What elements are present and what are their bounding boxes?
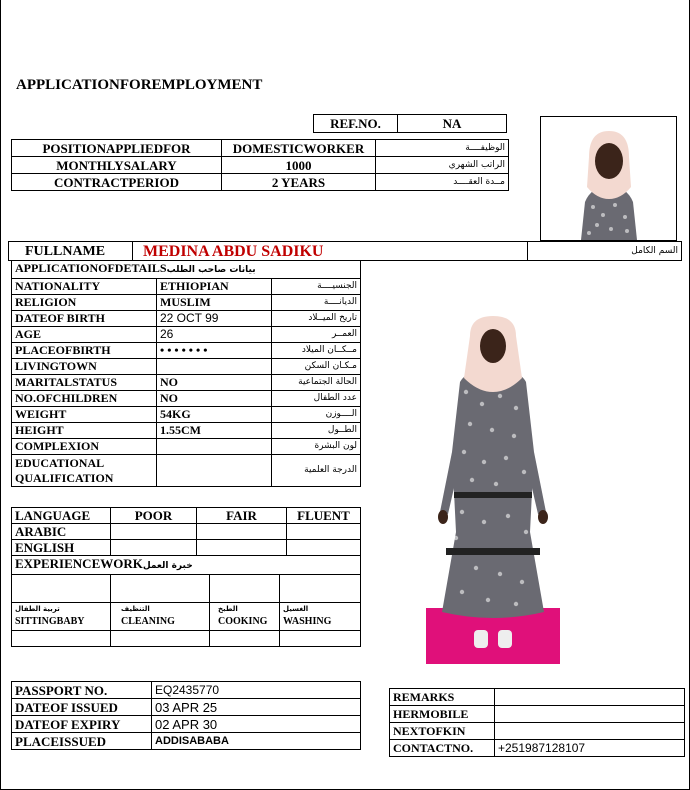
detail-value: MUSLIM [157,295,272,311]
remarks-row [390,740,685,757]
detail-row [12,391,361,407]
detail-value: 1.55CM [157,423,272,439]
remarks-label: HERMOBILE [390,706,495,723]
detail-row [12,423,361,439]
remarks-row [390,706,685,723]
remarks-label: REMARKS [390,689,495,706]
detail-label: HEIGHT [12,423,157,439]
detail-row [12,279,361,295]
language-cell [111,540,197,556]
job-value: 2 YEARS [222,174,376,191]
detail-value: NO [157,391,272,407]
passport-row [12,682,361,699]
passport-label: PLACEISSUED [12,733,152,750]
detail-label-ar: تاريخ الميــلاد [272,311,361,327]
skill-cell [210,603,280,631]
skill-cell [280,603,361,631]
job-label: CONTRACTPERIOD [12,174,222,191]
detail-value: ETHIOPIAN [157,279,272,295]
passport-row [12,699,361,716]
detail-value [157,359,272,375]
detail-row [12,375,361,391]
detail-label-ar: لون البشرة [272,439,361,455]
skill-value [210,631,280,647]
experience-cell [12,575,111,603]
language-row [12,524,361,540]
detail-label-ar: مـكـان السكن [272,359,361,375]
detail-row [12,359,361,375]
remarks-value: +251987128107 [495,740,685,757]
details-header-label: APPLICATIONOFDETAILS [15,261,167,275]
detail-label: NATIONALITY [12,279,157,295]
detail-label-ar: الجنسيــــة [272,279,361,295]
skill-label: CLEANING [121,615,175,627]
language-header-row [12,508,361,524]
detail-value: • • • • • • • [157,343,272,359]
language-header: FLUENT [287,508,361,524]
headshot-figure-icon [541,117,676,240]
job-label-ar: مــدة العقــــد [376,174,509,191]
job-row [12,157,509,174]
passport-value: 03 APR 25 [152,699,361,716]
language-name: ENGLISH [12,540,111,556]
detail-label-ar: الحالة الجتماعية [272,375,361,391]
skill-value [12,631,111,647]
detail-value: 22 OCT 99 [157,311,272,327]
language-header: LANGUAGE [12,508,111,524]
education-label-line2: QUALIFICATION [15,470,114,485]
fullname-value: MEDINA ABDU SADIKU [133,242,528,261]
detail-label-ar: الطــول [272,423,361,439]
experience-table [11,555,361,647]
ref-value: NA [398,115,507,133]
passport-value: EQ2435770 [152,682,361,699]
remarks-value [495,689,685,706]
job-value: DOMESTICWORKER [222,140,376,157]
experience-row [12,575,361,603]
remarks-label: CONTACTNO. [390,740,495,757]
skill-label: WASHING [283,615,332,627]
detail-row [12,343,361,359]
passport-table [11,681,361,750]
headshot-photo [540,116,677,241]
detail-label: COMPLEXION [12,439,157,455]
language-cell [287,524,361,540]
detail-label: MARITALSTATUS [12,375,157,391]
education-label-ar: الدرجة العلمية [272,455,361,487]
details-table [11,260,361,487]
skill-label-ar: الطبخ [218,604,238,613]
passport-value: 02 APR 30 [152,716,361,733]
skill-cell [111,603,210,631]
detail-row [12,327,361,343]
job-label: POSITIONAPPLIEDFOR [12,140,222,157]
skill-value [280,631,361,647]
detail-value: 26 [157,327,272,343]
education-value [157,455,272,487]
language-cell [111,524,197,540]
language-header: FAIR [197,508,287,524]
education-label-line1: EDUCATIONAL [15,455,105,470]
education-label [12,455,157,487]
detail-label-ar: الديانــــة [272,295,361,311]
passport-row [12,716,361,733]
job-row [12,140,509,157]
fullbody-figure-icon [426,312,560,664]
skill-label-ar: تربية الطفال [15,604,60,613]
detail-row [12,407,361,423]
detail-row [12,295,361,311]
job-row [12,174,509,191]
skill-label-ar: الغسيل [283,604,309,613]
skills-value-row [12,631,361,647]
skills-row [12,603,361,631]
detail-value: 54KG [157,407,272,423]
experience-label-ar: خبرة العمل [142,561,193,571]
language-cell [197,540,287,556]
detail-label: PLACEOFBIRTH [12,343,157,359]
experience-cell [280,575,361,603]
job-table [11,139,509,191]
passport-row [12,733,361,750]
experience-header [12,556,361,575]
detail-label-ar: مــكــان الميلاد [272,343,361,359]
language-header: POOR [111,508,197,524]
passport-label: DATEOF ISSUED [12,699,152,716]
job-value: 1000 [222,157,376,174]
remarks-value [495,706,685,723]
skill-label-ar: التنظيف [121,604,150,613]
fullbody-photo [426,312,560,664]
job-label-ar: الوظيفــــة [376,140,509,157]
language-cell [287,540,361,556]
language-row [12,540,361,556]
detail-value: NO [157,375,272,391]
language-table [11,507,361,556]
detail-row [12,439,361,455]
detail-label-ar: العمــر [272,327,361,343]
page-title: APPLICATIONFOREMPLOYMENT [16,77,263,93]
remarks-label: NEXTOFKIN [390,723,495,740]
remarks-row [390,723,685,740]
experience-cell [210,575,280,603]
detail-label-ar: الــــوزن [272,407,361,423]
job-label-ar: الراتب الشهري [376,157,509,174]
detail-label: LIVINGTOWN [12,359,157,375]
fullname-label: FULLNAME [9,242,133,261]
skill-label: SITTINGBABY [15,615,85,627]
ref-table [313,114,507,133]
passport-label: PASSPORT NO. [12,682,152,699]
detail-label: WEIGHT [12,407,157,423]
remarks-row [390,689,685,706]
detail-label: DATEOF BIRTH [12,311,157,327]
details-header-ar: بيانات صاحب الطلب [166,265,256,275]
detail-label: NO.OFCHILDREN [12,391,157,407]
skill-value [111,631,210,647]
ref-label: REF.NO. [314,115,398,133]
education-row [12,455,361,487]
detail-value [157,439,272,455]
passport-label: DATEOF EXPIRY [12,716,152,733]
experience-label: EXPERIENCEWORK [15,556,143,571]
remarks-table [389,688,685,757]
language-cell [197,524,287,540]
passport-value: ADDISABABA [152,733,361,750]
skill-cell [12,603,111,631]
detail-label: AGE [12,327,157,343]
experience-cell [111,575,210,603]
fullname-label-ar: السم الكامل [528,242,682,261]
fullname-table [8,241,682,261]
skill-label: COOKING [218,615,268,627]
remarks-value [495,723,685,740]
language-name: ARABIC [12,524,111,540]
details-header [12,261,361,279]
detail-label-ar: عدد الطفال [272,391,361,407]
detail-row [12,311,361,327]
detail-label: RELIGION [12,295,157,311]
job-label: MONTHLYSALARY [12,157,222,174]
